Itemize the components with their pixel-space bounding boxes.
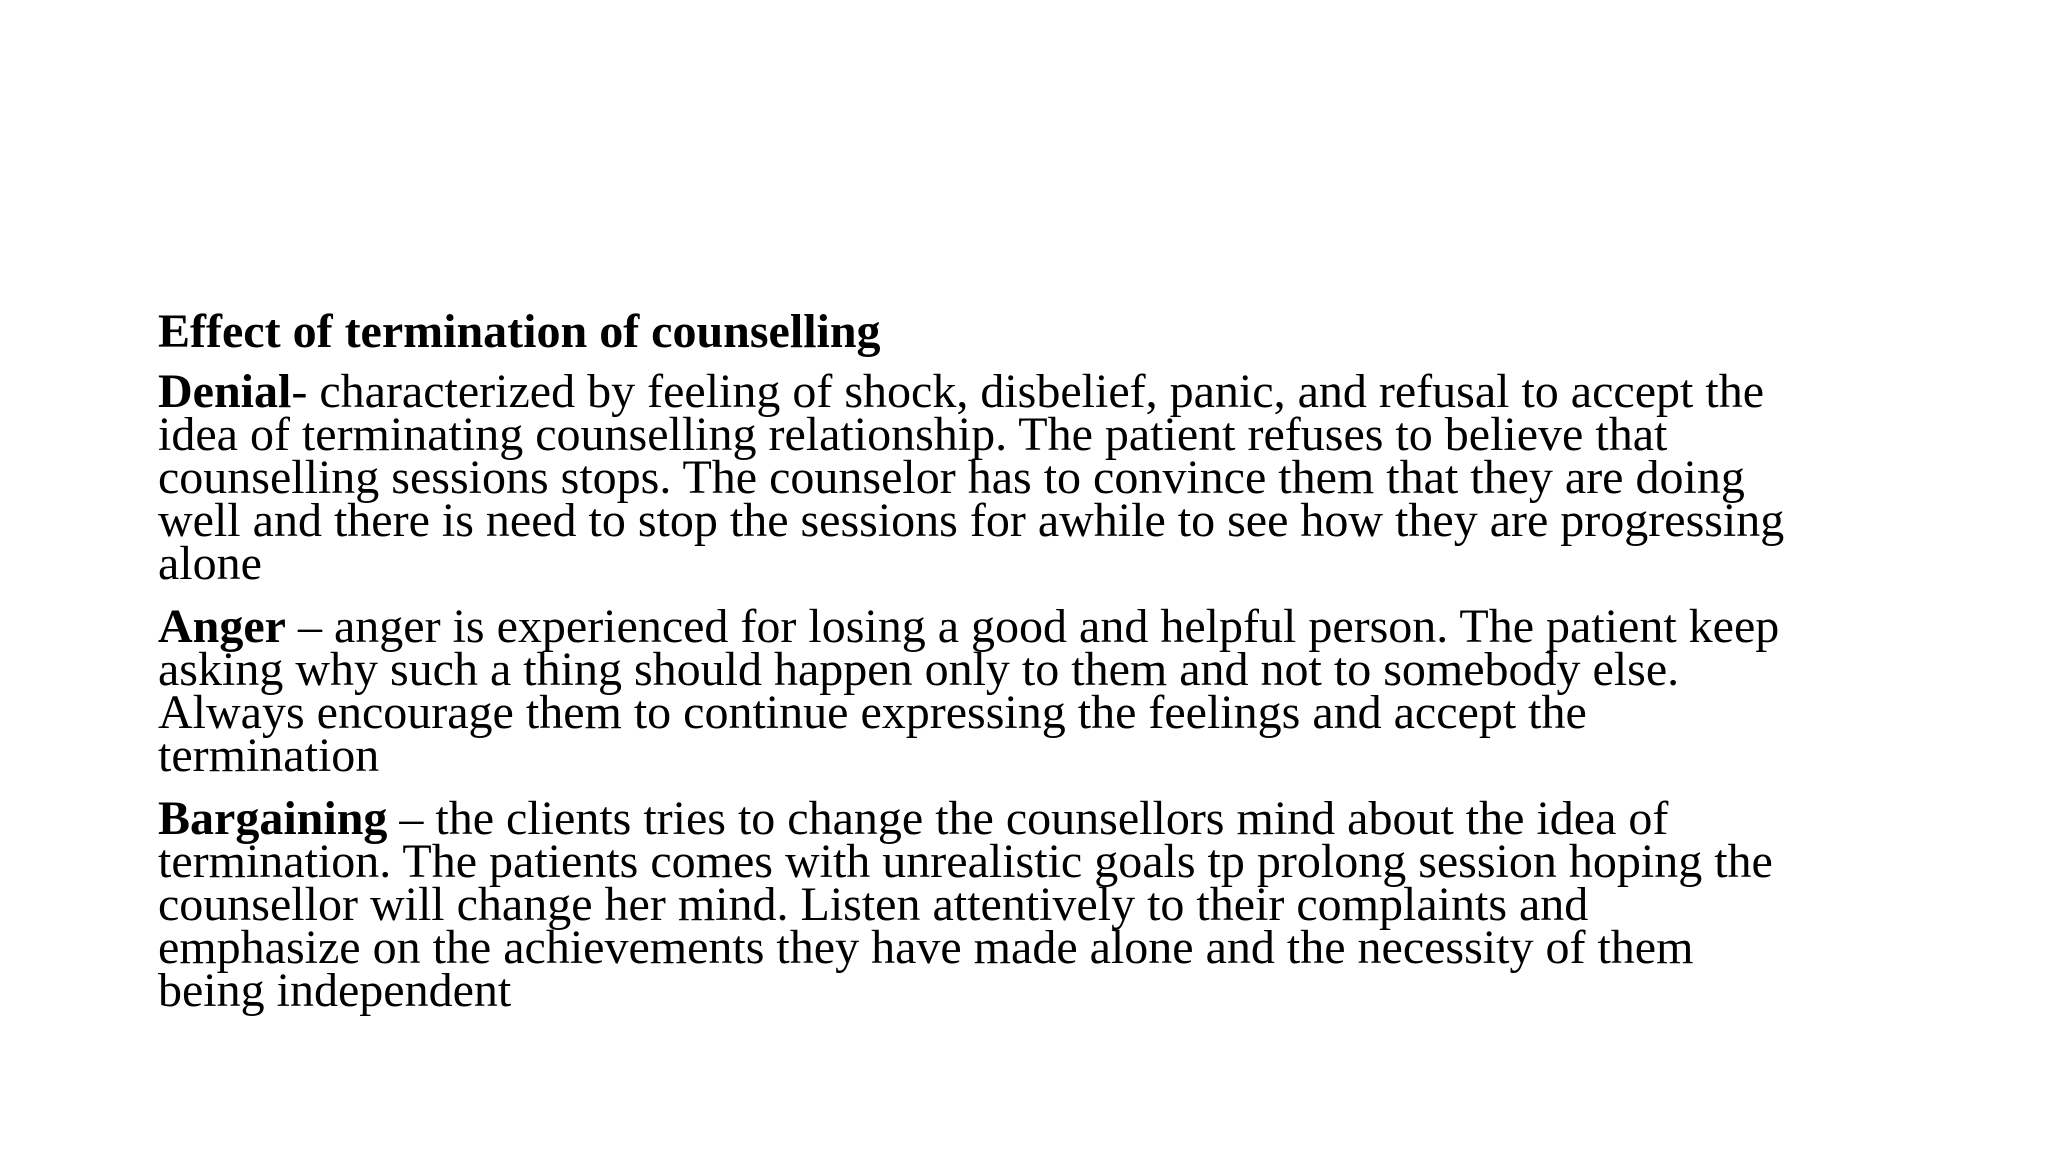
paragraph-line: counsellor will change her mind. Listen attentively to their complaints and (158, 878, 1589, 931)
term-bargaining: Bargaining (158, 792, 388, 845)
slide-content (158, 302, 1918, 1032)
paragraph-line: termination. The patients comes with unrealistic goals tp prolong session hoping the (158, 835, 1773, 888)
paragraph-line (158, 600, 1918, 653)
paragraph-text: – the clients tries to change the counsellors mind about the idea of (387, 792, 1669, 845)
paragraph-line: alone (158, 537, 262, 590)
paragraph-line: counselling sessions stops. The counselor has to convince them that they are doing (158, 451, 1745, 504)
paragraph-line: being independent (158, 964, 512, 1017)
paragraph-line (158, 365, 1918, 418)
paragraph-line: well and there is need to stop the sessions for awhile to see how they are progressing (158, 494, 1785, 547)
paragraph-line: emphasize on the achievements they have made alone and the necessity of them (158, 921, 1694, 974)
paragraph-line (158, 792, 1918, 845)
paragraph-bargaining (158, 792, 1918, 1017)
paragraph-line: termination (158, 729, 380, 782)
term-anger: Anger (158, 600, 286, 653)
paragraph-line: asking why such a thing should happen only to them and not to somebody else. (158, 643, 1680, 696)
paragraph-line: idea of terminating counselling relationship. The patient refuses to believe that (158, 408, 1668, 461)
slide-heading: Effect of termination of counselling (158, 305, 881, 358)
paragraph-anger (158, 600, 1918, 782)
paragraph-line: Always encourage them to continue expressing the feelings and accept the (158, 686, 1587, 739)
term-denial: Denial (158, 365, 292, 418)
paragraph-text: – anger is experienced for losing a good and helpful person. The patient keep (285, 600, 1780, 653)
paragraph-denial (158, 365, 1918, 590)
paragraph-text: - characterized by feeling of shock, disbelief, panic, and refusal to accept the (291, 365, 1764, 418)
